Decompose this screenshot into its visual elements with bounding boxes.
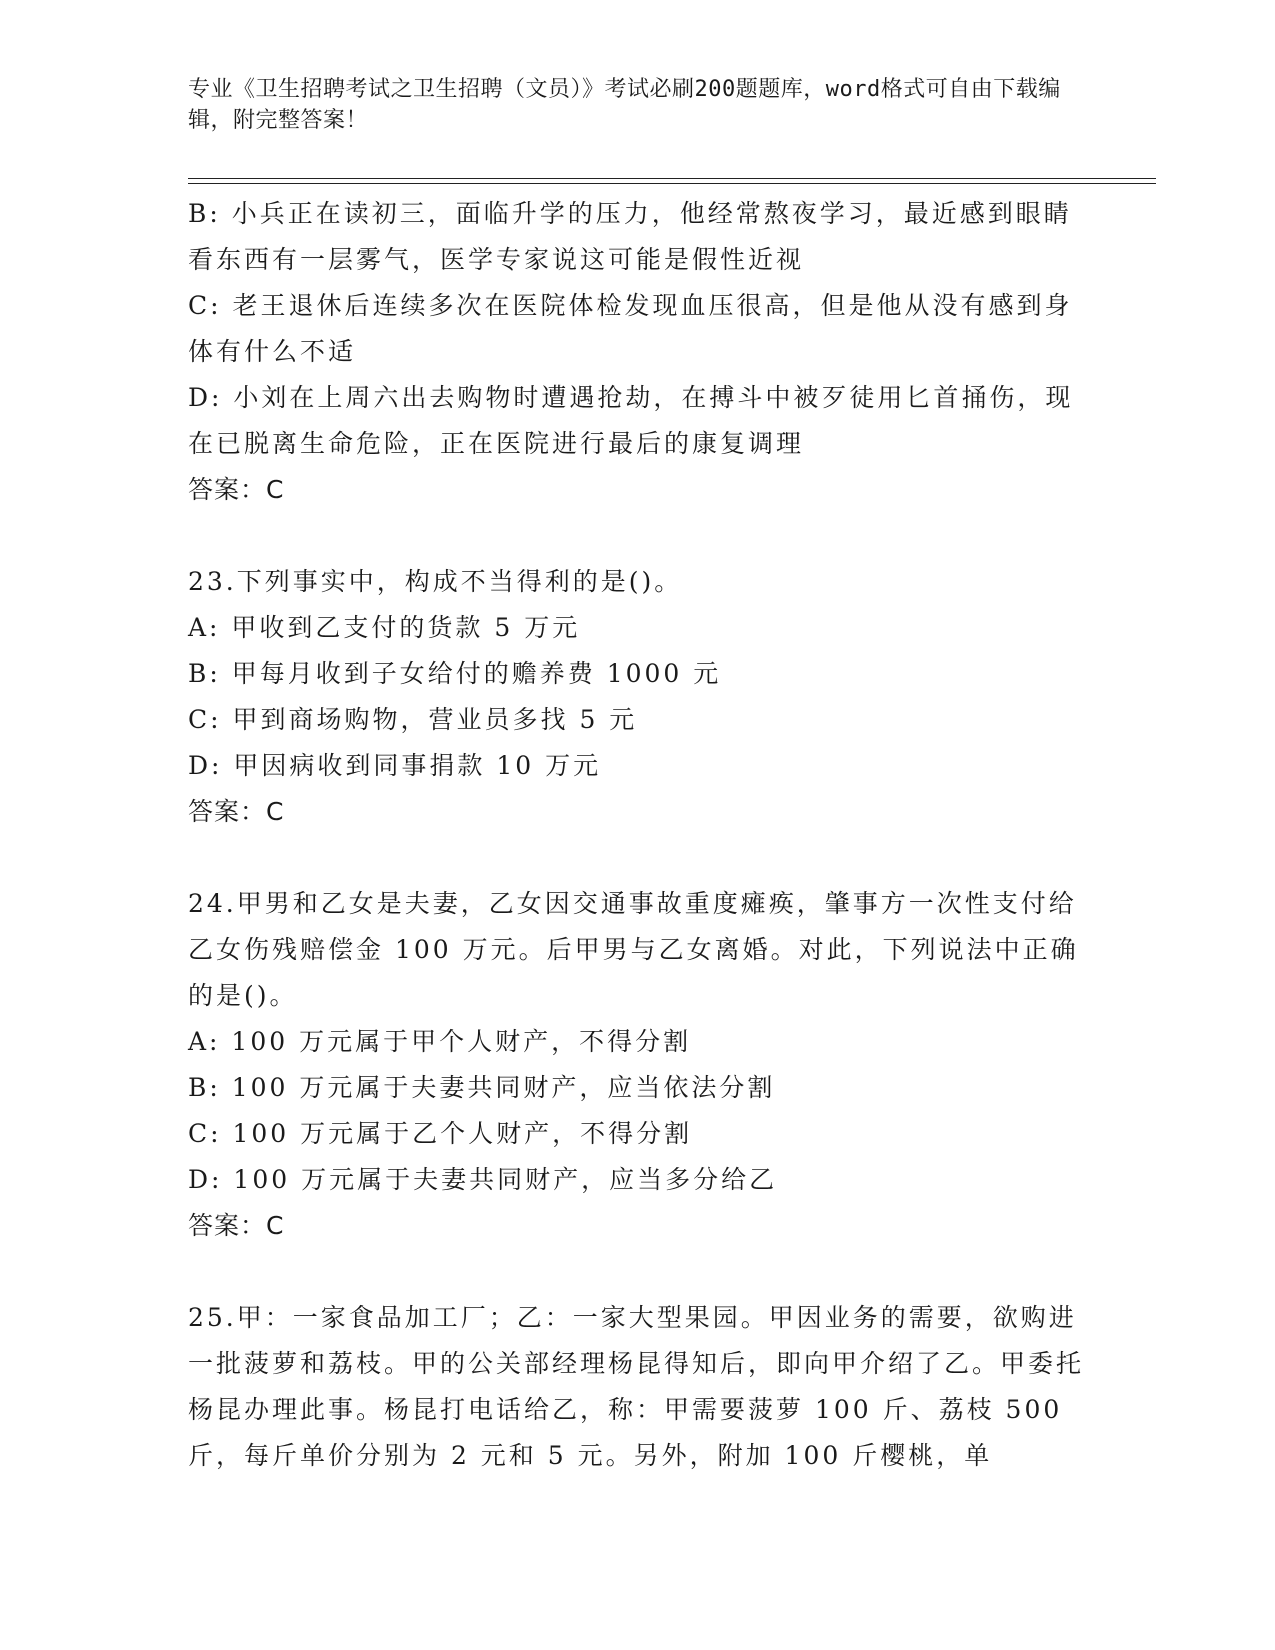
question-24 [188, 881, 1088, 1249]
option-b: B: 甲每月收到子女给付的赡养费 1000 元 [188, 659, 722, 688]
option-c: C: 老王退休后连续多次在医院体检发现血压很高，但是他从没有感到身体有什么不适 [188, 291, 1073, 366]
option-a: A: 甲收到乙支付的货款 5 万元 [188, 613, 581, 642]
question-22-continued [188, 191, 1088, 513]
answer-line: 答案：C [188, 797, 285, 826]
option-d: D: 小刘在上周六出去购物时遭遇抢劫，在搏斗中被歹徒用匕首捅伤，现在已脱离生命危险，正在医院进行最后的康复调理 [188, 383, 1074, 458]
header-divider-bottom [188, 183, 1156, 184]
question-stem: 24.甲男和乙女是夫妻，乙女因交通事故重度瘫痪，肇事方一次性支付给乙女伤残赔偿金 100 万元。后甲男与乙女离婚。对此，下列说法中正确的是()。 [188, 889, 1079, 1010]
question-25 [188, 1295, 1088, 1479]
question-stem: 23.下列事实中，构成不当得利的是()。 [188, 567, 683, 596]
header-divider-top [188, 178, 1156, 179]
option-a: A: 100 万元属于甲个人财产，不得分割 [188, 1027, 692, 1056]
answer-line: 答案：C [188, 475, 285, 504]
spacer [188, 1249, 1088, 1295]
option-d: D: 100 万元属于夫妻共同财产，应当多分给乙 [188, 1165, 778, 1194]
option-d: D: 甲因病收到同事捐款 10 万元 [188, 751, 602, 780]
question-23 [188, 559, 1088, 835]
option-c: C: 100 万元属于乙个人财产，不得分割 [188, 1119, 693, 1148]
question-stem: 25.甲：一家食品加工厂；乙：一家大型果园。甲因业务的需要，欲购进一批菠萝和荔枝。甲的公关部经理杨昆得知后，即向甲介绍了乙。甲委托杨昆办理此事。杨昆打电话给乙，称：甲需要菠萝 100 斤、荔枝 500 斤，每斤单价分别为 2 元和 5 元。另外，附加 100 斤樱桃，单 [188, 1303, 1085, 1470]
document-header: 专业《卫生招聘考试之卫生招聘（文员）》考试必刷200题题库，word格式可自由下载编辑，附完整答案！ [188, 77, 1061, 133]
option-b: B: 100 万元属于夫妻共同财产，应当依法分割 [188, 1073, 776, 1102]
option-c: C: 甲到商场购物，营业员多找 5 元 [188, 705, 638, 734]
spacer [188, 513, 1088, 559]
document-body [188, 191, 1088, 1479]
option-b: B: 小兵正在读初三，面临升学的压力，他经常熬夜学习，最近感到眼睛看东西有一层雾气，医学专家说这可能是假性近视 [188, 199, 1072, 274]
spacer [188, 835, 1088, 881]
answer-line: 答案：C [188, 1211, 285, 1240]
